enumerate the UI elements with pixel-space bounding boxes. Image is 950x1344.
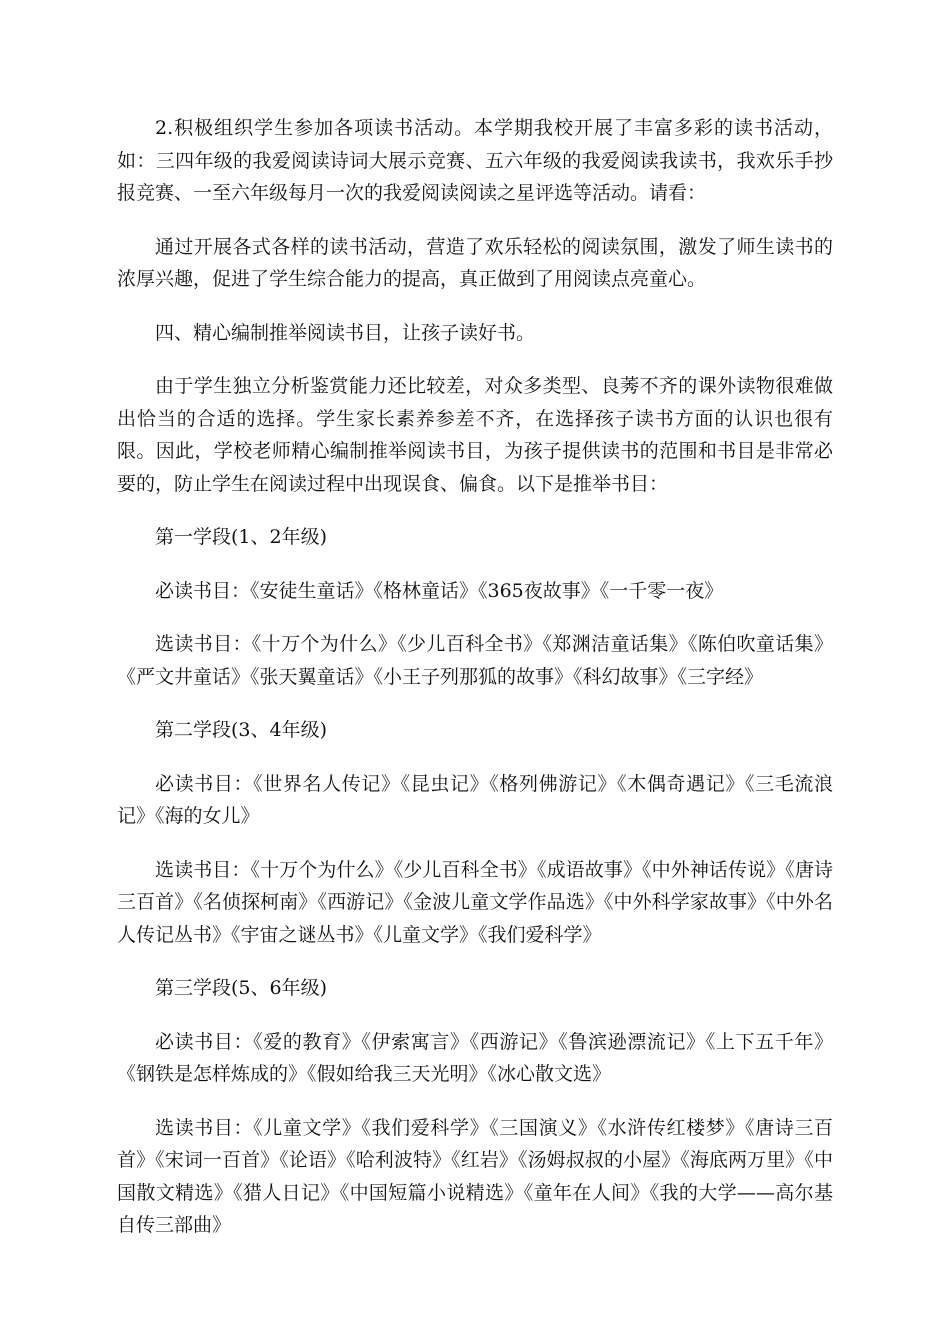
stage-one-heading: 第一学段(1、2年级)	[155, 526, 328, 548]
paragraph-reading-activities: 2.积极组织学生参加各项读书活动。本学期我校开展了丰富多彩的读书活动，如：三四年级的我爱阅读诗词大展示竞赛、五六年级的我爱阅读我读书，我欢乐手抄报竞赛、一至六年级每月一次的我爱阅读阅读之星评选等活动。请看：	[117, 117, 833, 204]
section-heading-book-list: 四、精心编制推举阅读书目，让孩子读好书。	[155, 321, 536, 344]
stage-two-heading: 第二学段(3、4年级)	[155, 719, 328, 741]
stage-one-optional-books: 选读书目：《十万个为什么》《少儿百科全书》《郑渊洁童话集》《陈伯吹童话集》《严文井童话》《张天翼童话》《小王子列那狐的故事》《科幻故事》《三字经》	[117, 633, 833, 688]
paragraph-activity-results: 通过开展各式各样的读书活动，营造了欢乐轻松的阅读氛围，激发了师生读书的浓厚兴趣，促进了学生综合能力的提高，真正做到了用阅读点亮童心。	[117, 235, 833, 290]
stage-one-required-books: 必读书目：《安徒生童话》《格林童话》《365夜故事》《一千零一夜》	[155, 579, 724, 602]
stage-two-optional-books: 选读书目：《十万个为什么》《少儿百科全书》《成语故事》《中外神话传说》《唐诗三百首》《名侦探柯南》《西游记》《金波儿童文学作品选》《中外科学家故事》《中外名人传记丛书》《宇宙之谜丛书》《儿童文学》《我们爱科学》	[117, 858, 833, 946]
stage-three-required-books: 必读书目：《爱的教育》《伊索寓言》《西游记》《鲁滨逊漂流记》《上下五千年》《钢铁是怎样炼成的》《假如给我三天光明》《冰心散文选》	[117, 1030, 833, 1085]
paragraph-book-list-rationale: 由于学生独立分析鉴赏能力还比较差，对众多类型、良莠不齐的课外读物很难做出恰当的合适的选择。学生家长素养参差不齐，在选择孩子读书方面的认识也很有限。因此，学校老师精心编制推举阅读书目，为孩子提供读书的范围和书目是非常必要的，防止学生在阅读过程中出现误食、偏食。以下是推举书目：	[117, 375, 833, 495]
document-page	[117, 112, 833, 1263]
stage-three-optional-books: 选读书目：《儿童文学》《我们爱科学》《三国演义》《水浒传红楼梦》《唐诗三百首》《宋词一百首》《论语》《哈利波特》《红岩》《汤姆叔叔的小屋》《海底两万里》《中国散文精选》《猎人日记》《中国短篇小说精选》《童年在人间》《我的大学——高尔基自传三部曲》	[117, 1116, 833, 1236]
stage-three-heading: 第三学段(5、6年级)	[155, 977, 328, 999]
stage-two-required-books: 必读书目：《世界名人传记》《昆虫记》《格列佛游记》《木偶奇遇记》《三毛流浪记》《海的女儿》	[117, 772, 833, 827]
